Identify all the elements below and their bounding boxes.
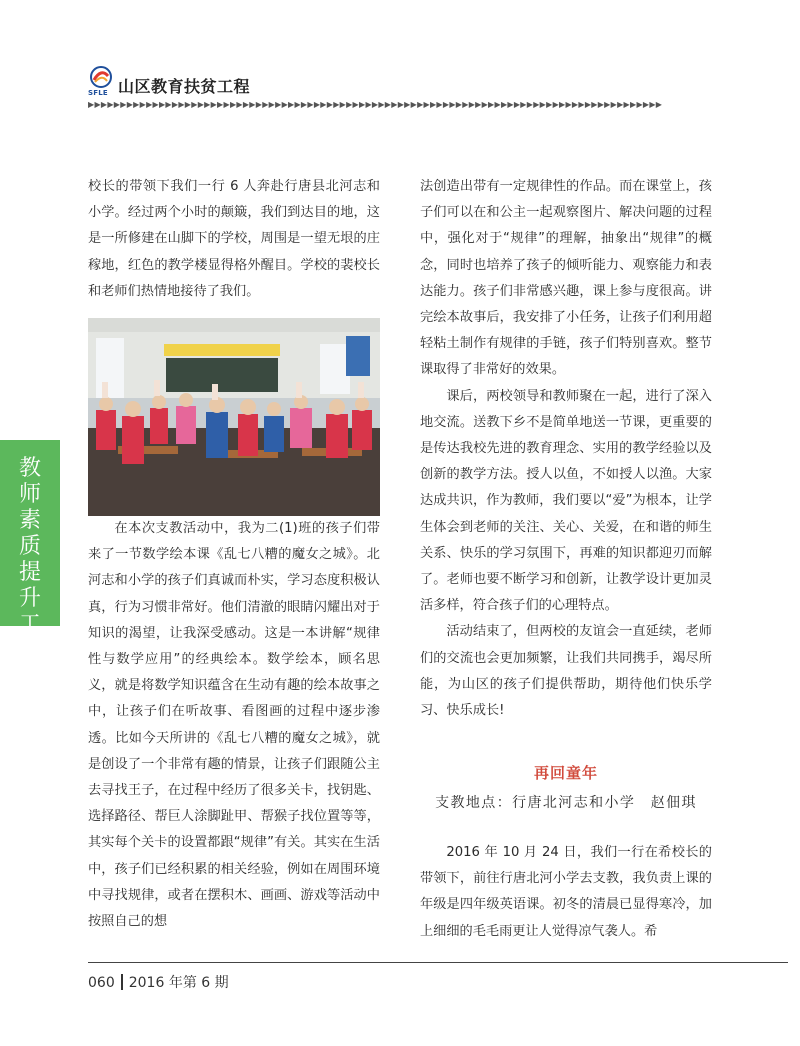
logo-swirl-icon — [90, 66, 112, 88]
right-paragraph-3: 活动结束了，但两校的友谊会一直延续，老师们的交流也会更加频繁，让我们共同携手，竭尽所能，为山区的孩子们提供帮助，期待他们快乐学习、快乐成长! — [420, 624, 712, 719]
section-subtitle: 支教地点：行唐北河志和小学 赵佃琪 — [435, 795, 697, 811]
footer-divider — [88, 962, 788, 963]
logo-text: SFLE — [88, 89, 108, 97]
footer-separator — [121, 974, 123, 990]
left-column-top — [88, 174, 380, 305]
side-tab-label: 教师素质提升工程 — [18, 456, 41, 663]
issue-label: 2016 年第 6 期 — [128, 975, 229, 991]
right-paragraph-1: 法创造出带有一定规律性的作品。而在课堂上，孩子们可以在和公主一起观察图片、解决问题的过程中，强化对于“规律”的理解，抽象出“规律”的概念，同时也培养了孩子的倾听能力、观察能力和表达能力。孩子们非常感兴趣，课上参与度很高。讲完绘本故事后，我安排了小任务，让孩子们利用超轻粘土制作有规律的手链，孩子们特别喜欢。整节课取得了非常好的效果。 — [420, 179, 712, 378]
right-column — [420, 174, 712, 724]
sfle-logo — [88, 66, 116, 102]
left-paragraph-2: 在本次支教活动中，我为二(1)班的孩子们带来了一节数学绘本课《乱七八糟的魔女之城》。北河志和小学的孩子们真诚而朴实，学习态度积极认真，行为习惯非常好。他们清澈的眼睛闪耀出对于知识的渴望，让我深受感动。这是一本讲解“规律性与数学应用”的经典绘本。数学绘本，顾名思义，就是将数学知识蕴含在生动有趣的绘本故事之中，让孩子们在听故事、看图画的过程中逐步渗透。比如今天所讲的《乱七八糟的魔女之城》，就是创设了一个非常有趣的情景，让孩子们跟随公主去寻找王子，在过程中经历了很多关卡，找钥匙、选择路径、帮巨人涂脚趾甲、帮猴子找位置等等，其实每个关卡的设置都跟“规律”有关。其实在生活中，孩子们已经积累的相关经验，例如在周围环境中寻找规律，或者在摆积木、画画、游戏等活动中按照自己的想 — [88, 521, 380, 930]
section-side-tab — [0, 440, 60, 663]
page-number: 060 — [88, 975, 115, 991]
right-paragraph-2: 课后，两校领导和教师聚在一起，进行了深入地交流。送教下乡不是简单地送一节课，更重要的是传达我校先进的教育理念、实用的教学经验以及创新的教学方法。授人以鱼，不如授人以渔。大家达成共识，作为教师，我们要以“爱”为根本，让学生体会到老师的关注、关心、关爱，在和谐的师生关系、快乐的学习氛围下，再难的知识都迎刃而解了。老师也要不断学习和创新，让教学设计更加灵活多样，符合孩子们的心理特点。 — [420, 388, 712, 614]
right-paragraph-4: 2016 年 10 月 24 日，我们一行在希校长的带领下，前往行唐北河小学去支教，我负责上课的年级是四年级英语课。初冬的清晨已显得寒冷，加上细细的毛毛雨更让人觉得凉气袭人。希 — [420, 845, 712, 939]
page-header — [88, 66, 788, 112]
classroom-photo — [88, 318, 380, 516]
classroom-photo-illustration — [88, 318, 380, 516]
page-footer — [88, 972, 229, 992]
arrow-divider: ▶▶▶▶▶▶▶▶▶▶▶▶▶▶▶▶▶▶▶▶▶▶▶▶▶▶▶▶▶▶▶▶▶▶▶▶▶▶▶▶▶▶▶▶▶▶▶▶▶▶▶▶▶▶▶▶▶▶▶▶▶▶▶▶▶▶▶▶▶▶▶▶▶▶▶▶▶▶▶▶▶▶▶▶▶▶▶▶▶ — [88, 100, 663, 109]
right-column-bottom — [420, 840, 712, 945]
header-title: 山区教育扶贫工程 — [118, 77, 251, 96]
left-paragraph-1: 校长的带领下我们一行 6 人奔赴行唐县北河志和小学。经过两个小时的颠簸，我们到达目的地，这是一所修建在山脚下的学校，周围是一望无垠的庄稼地，红色的教学楼显得格外醒目。学校的裴校长和老师们热情地接待了我们。 — [88, 179, 380, 299]
left-column-bottom — [88, 516, 380, 935]
section-title: 再回童年 — [533, 764, 598, 782]
